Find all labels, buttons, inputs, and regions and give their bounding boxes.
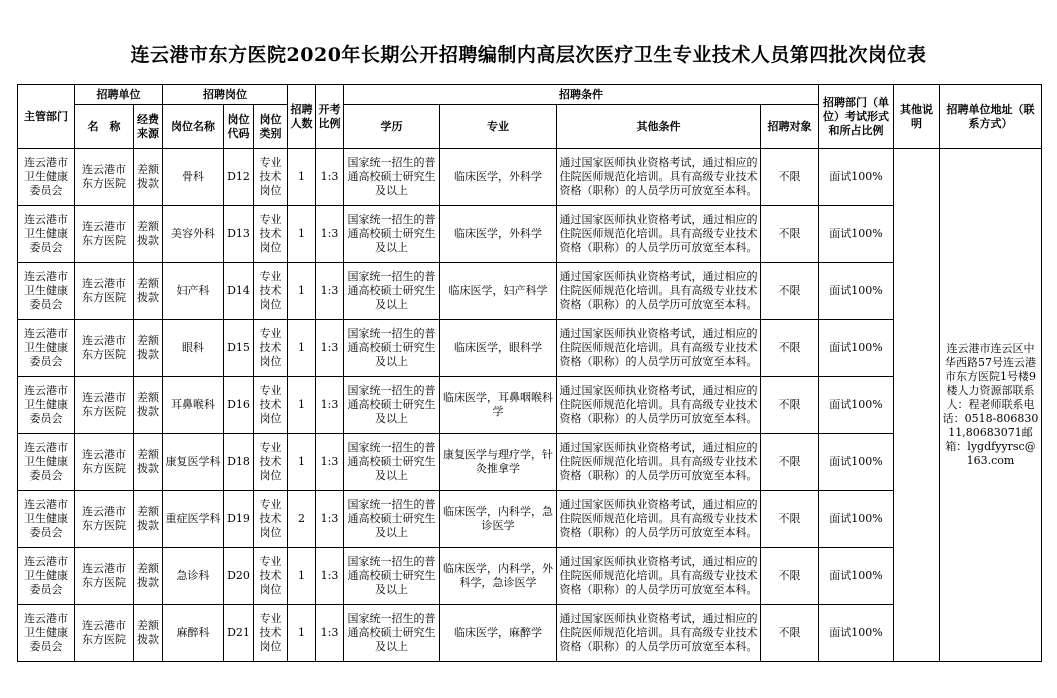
header-conditions-group: 招聘条件 [344,85,819,105]
education-cell: 国家统一招生的普通高校硕士研究生及以上 [344,149,440,206]
post-cell: 急诊科 [163,548,224,605]
dept-cell: 连云港市卫生健康委员会 [18,434,75,491]
target-cell: 不限 [761,263,819,320]
header-post-name: 岗位名称 [163,105,224,149]
dept-cell: 连云港市卫生健康委员会 [18,605,75,662]
ratio-cell: 1:3 [316,206,344,263]
type-cell: 专业技术岗位 [254,263,288,320]
type-cell: 专业技术岗位 [254,149,288,206]
major-cell: 临床医学，耳鼻咽喉科学 [440,377,557,434]
ratio-cell: 1:3 [316,377,344,434]
page-title: 连云港市东方医院2020年长期公开招聘编制内高层次医疗卫生专业技术人员第四批次岗位表 [130,44,927,66]
code-cell: D12 [224,149,254,206]
other-conditions-cell: 通过国家医师执业资格考试，通过相应的住院医师规范化培训。具有高级专业技术资格（职称）的人员学历可放宽至本科。 [557,434,761,491]
education-cell: 国家统一招生的普通高校硕士研究生及以上 [344,605,440,662]
unit-cell: 连云港市东方医院 [75,149,134,206]
code-cell: D16 [224,377,254,434]
exam-cell: 面试100% [819,491,894,548]
header-major: 专业 [440,105,557,149]
unit-cell: 连云港市东方医院 [75,434,134,491]
other-conditions-cell: 通过国家医师执业资格考试，通过相应的住院医师规范化培训。具有高级专业技术资格（职称）的人员学历可放宽至本科。 [557,377,761,434]
code-cell: D20 [224,548,254,605]
header-post-type: 岗位类别 [254,105,288,149]
header-ratio: 开考比例 [316,85,344,149]
code-cell: D18 [224,434,254,491]
education-cell: 国家统一招生的普通高校硕士研究生及以上 [344,491,440,548]
exam-cell: 面试100% [819,206,894,263]
major-cell: 临床医学，外科学 [440,206,557,263]
post-cell: 麻醉科 [163,605,224,662]
table-row [18,377,1042,434]
target-cell: 不限 [761,605,819,662]
header-unit-name: 名 称 [75,105,134,149]
unit-cell: 连云港市东方医院 [75,548,134,605]
count-cell: 2 [288,491,316,548]
major-cell: 临床医学，麻醉学 [440,605,557,662]
header-notes: 其他说明 [894,85,940,149]
other-conditions-cell: 通过国家医师执业资格考试，通过相应的住院医师规范化培训。具有高级专业技术资格（职称）的人员学历可放宽至本科。 [557,605,761,662]
count-cell: 1 [288,548,316,605]
dept-cell: 连云港市卫生健康委员会 [18,377,75,434]
dept-cell: 连云港市卫生健康委员会 [18,149,75,206]
count-cell: 1 [288,377,316,434]
funding-cell: 差额拨款 [134,149,163,206]
education-cell: 国家统一招生的普通高校硕士研究生及以上 [344,377,440,434]
dept-cell: 连云港市卫生健康委员会 [18,206,75,263]
header-education: 学历 [344,105,440,149]
table-body [18,149,1042,662]
count-cell: 1 [288,206,316,263]
target-cell: 不限 [761,377,819,434]
post-cell: 康复医学科 [163,434,224,491]
header-post-code: 岗位代码 [224,105,254,149]
funding-cell: 差额拨款 [134,548,163,605]
education-cell: 国家统一招生的普通高校硕士研究生及以上 [344,548,440,605]
funding-cell: 差额拨款 [134,491,163,548]
table-row [18,263,1042,320]
unit-cell: 连云港市东方医院 [75,263,134,320]
funding-cell: 差额拨款 [134,434,163,491]
ratio-cell: 1:3 [316,320,344,377]
header-exam: 招聘部门（单位）考试形式和所占比例 [819,85,894,149]
exam-cell: 面试100% [819,263,894,320]
table-row [18,605,1042,662]
dept-cell: 连云港市卫生健康委员会 [18,263,75,320]
target-cell: 不限 [761,548,819,605]
other-conditions-cell: 通过国家医师执业资格考试，通过相应的住院医师规范化培训。具有高级专业技术资格（职称）的人员学历可放宽至本科。 [557,206,761,263]
exam-cell: 面试100% [819,548,894,605]
table-row [18,434,1042,491]
education-cell: 国家统一招生的普通高校硕士研究生及以上 [344,320,440,377]
unit-cell: 连云港市东方医院 [75,491,134,548]
ratio-cell: 1:3 [316,263,344,320]
table-header [18,85,1042,149]
exam-cell: 面试100% [819,605,894,662]
dept-cell: 连云港市卫生健康委员会 [18,548,75,605]
funding-cell: 差额拨款 [134,377,163,434]
type-cell: 专业技术岗位 [254,206,288,263]
post-cell: 眼科 [163,320,224,377]
count-cell: 1 [288,149,316,206]
address-contact-cell: 连云港市连云区中华西路57号连云港市东方医院1号楼9楼人力资源部联系人：程老师联系电话：0518-80683011,80683071邮箱：lygdfyyrsc@163.com [940,149,1042,662]
ratio-cell: 1:3 [316,491,344,548]
dept-cell: 连云港市卫生健康委员会 [18,320,75,377]
code-cell: D13 [224,206,254,263]
code-cell: D19 [224,491,254,548]
other-conditions-cell: 通过国家医师执业资格考试，通过相应的住院医师规范化培训。具有高级专业技术资格（职称）的人员学历可放宽至本科。 [557,149,761,206]
major-cell: 临床医学，外科学 [440,149,557,206]
type-cell: 专业技术岗位 [254,548,288,605]
type-cell: 专业技术岗位 [254,491,288,548]
post-cell: 耳鼻喉科 [163,377,224,434]
post-cell: 骨科 [163,149,224,206]
table-row [18,149,1042,206]
exam-cell: 面试100% [819,320,894,377]
unit-cell: 连云港市东方医院 [75,320,134,377]
notes-cell [894,149,940,662]
target-cell: 不限 [761,491,819,548]
exam-cell: 面试100% [819,149,894,206]
other-conditions-cell: 通过国家医师执业资格考试，通过相应的住院医师规范化培训。具有高级专业技术资格（职称）的人员学历可放宽至本科。 [557,491,761,548]
exam-cell: 面试100% [819,434,894,491]
post-cell: 妇产科 [163,263,224,320]
other-conditions-cell: 通过国家医师执业资格考试，通过相应的住院医师规范化培训。具有高级专业技术资格（职称）的人员学历可放宽至本科。 [557,320,761,377]
header-dept: 主管部门 [18,85,75,149]
table-row [18,548,1042,605]
education-cell: 国家统一招生的普通高校硕士研究生及以上 [344,434,440,491]
code-cell: D21 [224,605,254,662]
major-cell: 康复医学与理疗学，针灸推拿学 [440,434,557,491]
count-cell: 1 [288,263,316,320]
exam-cell: 面试100% [819,377,894,434]
target-cell: 不限 [761,434,819,491]
type-cell: 专业技术岗位 [254,320,288,377]
ratio-cell: 1:3 [316,149,344,206]
code-cell: D15 [224,320,254,377]
table-row [18,320,1042,377]
ratio-cell: 1:3 [316,434,344,491]
code-cell: D14 [224,263,254,320]
header-target: 招聘对象 [761,105,819,149]
education-cell: 国家统一招生的普通高校硕士研究生及以上 [344,263,440,320]
header-count: 招聘人数 [288,85,316,149]
type-cell: 专业技术岗位 [254,434,288,491]
unit-cell: 连云港市东方医院 [75,377,134,434]
header-funding: 经费来源 [134,105,163,149]
other-conditions-cell: 通过国家医师执业资格考试，通过相应的住院医师规范化培训。具有高级专业技术资格（职称）的人员学历可放宽至本科。 [557,548,761,605]
major-cell: 临床医学，眼科学 [440,320,557,377]
count-cell: 1 [288,320,316,377]
header-post-group: 招聘岗位 [163,85,288,105]
count-cell: 1 [288,605,316,662]
target-cell: 不限 [761,149,819,206]
ratio-cell: 1:3 [316,605,344,662]
target-cell: 不限 [761,206,819,263]
table-row [18,206,1042,263]
funding-cell: 差额拨款 [134,605,163,662]
funding-cell: 差额拨款 [134,263,163,320]
unit-cell: 连云港市东方医院 [75,206,134,263]
major-cell: 临床医学，内科学，急诊医学 [440,491,557,548]
header-address: 招聘单位地址（联系方式） [940,85,1042,149]
count-cell: 1 [288,434,316,491]
header-unit-group: 招聘单位 [75,85,163,105]
dept-cell: 连云港市卫生健康委员会 [18,491,75,548]
education-cell: 国家统一招生的普通高校硕士研究生及以上 [344,206,440,263]
target-cell: 不限 [761,320,819,377]
post-cell: 美容外科 [163,206,224,263]
other-conditions-cell: 通过国家医师执业资格考试，通过相应的住院医师规范化培训。具有高级专业技术资格（职称）的人员学历可放宽至本科。 [557,263,761,320]
funding-cell: 差额拨款 [134,320,163,377]
recruitment-table [17,84,1042,662]
major-cell: 临床医学，内科学，外科学，急诊医学 [440,548,557,605]
unit-cell: 连云港市东方医院 [75,605,134,662]
ratio-cell: 1:3 [316,548,344,605]
post-cell: 重症医学科 [163,491,224,548]
header-other-conditions: 其他条件 [557,105,761,149]
table-row [18,491,1042,548]
type-cell: 专业技术岗位 [254,605,288,662]
major-cell: 临床医学，妇产科学 [440,263,557,320]
type-cell: 专业技术岗位 [254,377,288,434]
funding-cell: 差额拨款 [134,206,163,263]
